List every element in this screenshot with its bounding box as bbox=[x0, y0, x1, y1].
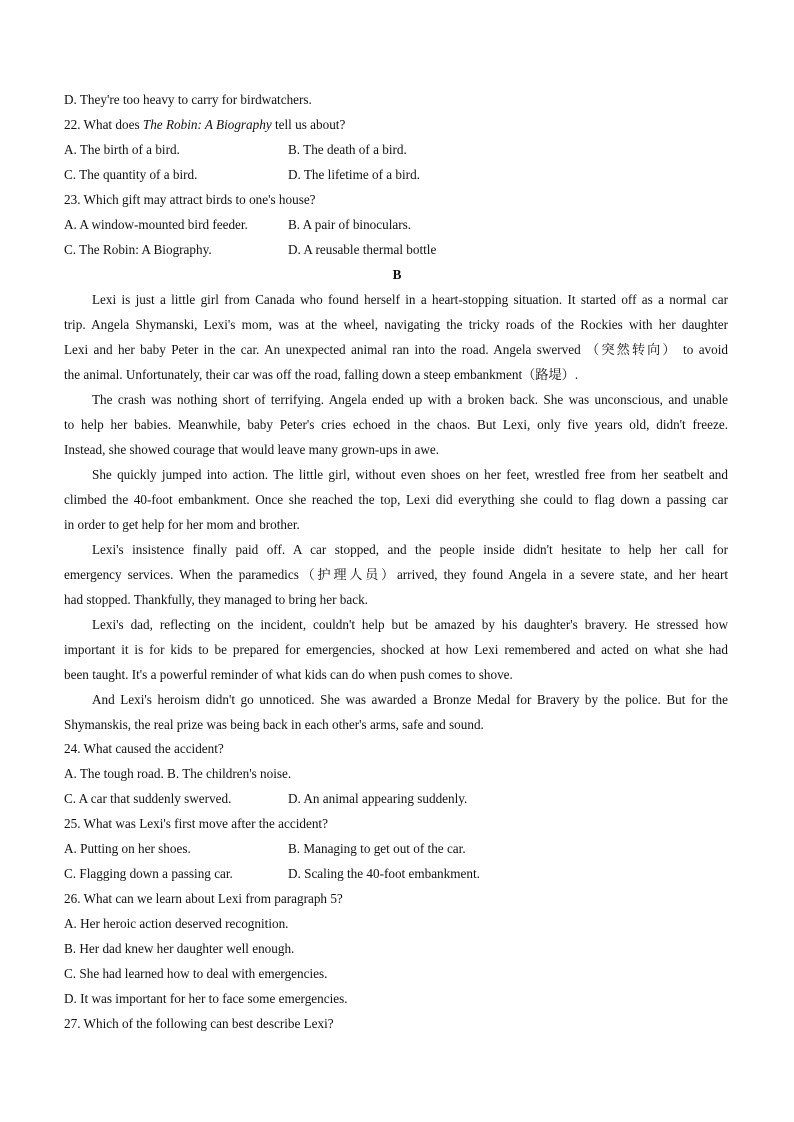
q26-option-b: B. Her dad knew her daughter well enough. bbox=[64, 941, 295, 956]
q24-option-ab: A. The tough road. B. The children's noise. bbox=[64, 766, 292, 781]
q22-option-b: B. The death of a bird. bbox=[288, 142, 407, 157]
q24-option-d: D. An animal appearing suddenly. bbox=[288, 791, 468, 806]
passage-p5-line2: important it is for kids to be prepared for emergencies, shocked at how Lexi remembered and acted on what she had bbox=[64, 642, 728, 657]
q26-question: 26. What can we learn about Lexi from paragraph 5? bbox=[64, 891, 343, 906]
q22-question-pre: 22. What does bbox=[64, 117, 143, 132]
passage-p6-line2: Shymanskis, the real prize was being back in each other's arms, safe and sound. bbox=[64, 717, 484, 732]
q26-option-c: C. She had learned how to deal with emergencies. bbox=[64, 966, 328, 981]
passage-p2-line2: to help her babies. Meanwhile, baby Peter's cries echoed in the chaos. But Lexi, only five years old, didn't freeze. bbox=[64, 417, 728, 432]
passage-p4-line3: had stopped. Thankfully, they managed to bring her back. bbox=[64, 592, 368, 607]
passage-p5-line3: been taught. It's a powerful reminder of what kids can do when push comes to shove. bbox=[64, 667, 513, 682]
q26-option-d: D. It was important for her to face some emergencies. bbox=[64, 991, 348, 1006]
passage-p2-line3: Instead, she showed courage that would leave many grown-ups in awe. bbox=[64, 442, 440, 457]
passage-p3-line2: climbed the 40-foot embankment. Once she reached the top, Lexi did everything she could to flag down a passing car bbox=[64, 492, 728, 507]
passage-p6-line1: And Lexi's heroism didn't go unnoticed. She was awarded a Bronze Medal for Bravery by the police. But for the bbox=[92, 692, 728, 707]
q22-question bbox=[64, 117, 345, 133]
q23-option-c: C. The Robin: A Biography. bbox=[64, 242, 212, 257]
q26-option-a: A. Her heroic action deserved recognition. bbox=[64, 916, 289, 931]
section-b-title: B bbox=[392, 267, 402, 282]
q23-option-a: A. A window-mounted bird feeder. bbox=[64, 217, 248, 232]
passage-p5-line1: Lexi's dad, reflecting on the incident, couldn't help but be amazed by his daughter's bravery. He stressed how bbox=[92, 617, 728, 632]
q25-question: 25. What was Lexi's first move after the accident? bbox=[64, 816, 328, 831]
q21-option-d: D. They're too heavy to carry for birdwatchers. bbox=[64, 92, 312, 107]
q23-question: 23. Which gift may attract birds to one's house? bbox=[64, 192, 316, 207]
passage-p3-line1: She quickly jumped into action. The little girl, without even shoes on her feet, wrestled free from her seatbelt and bbox=[92, 467, 728, 482]
passage-p2-line1: The crash was nothing short of terrifying. Angela ended up with a broken back. She was unconscious, and unable bbox=[92, 392, 728, 407]
passage-p1-line3: Lexi and her baby Peter in the car. An unexpected animal ran into the road. Angela swerved （突然转向） to avoid bbox=[64, 342, 728, 357]
q24-option-c: C. A car that suddenly swerved. bbox=[64, 791, 232, 806]
passage-p4-line2: emergency services. When the paramedics（护理人员）arrived, they found Angela in a severe state, and her heart bbox=[64, 567, 728, 582]
q22-question-post: tell us about? bbox=[271, 117, 346, 132]
passage-p4-line1: Lexi's insistence finally paid off. A car stopped, and the people inside didn't hesitate to help her call for bbox=[92, 542, 728, 557]
q22-question-title: The Robin: A Biography bbox=[142, 117, 272, 132]
q22-option-a: A. The birth of a bird. bbox=[64, 142, 180, 157]
q23-option-b: B. A pair of binoculars. bbox=[288, 217, 412, 232]
q27-question: 27. Which of the following can best describe Lexi? bbox=[64, 1016, 334, 1031]
q25-option-a: A. Putting on her shoes. bbox=[64, 841, 191, 856]
q25-option-c: C. Flagging down a passing car. bbox=[64, 866, 233, 881]
passage-p3-line3: in order to get help for her mom and brother. bbox=[64, 517, 300, 532]
q25-option-d: D. Scaling the 40-foot embankment. bbox=[288, 866, 480, 881]
q22-option-c: C. The quantity of a bird. bbox=[64, 167, 198, 182]
passage-p1-line2: trip. Angela Shymanski, Lexi's mom, was at the wheel, navigating the tricky roads of the Rockies with her daughter bbox=[64, 317, 728, 332]
q23-option-d: D. A reusable thermal bottle bbox=[288, 242, 437, 257]
q22-option-d: D. The lifetime of a bird. bbox=[288, 167, 420, 182]
passage-p1-line4: the animal. Unfortunately, their car was off the road, falling down a steep embankment（路堤）. bbox=[64, 367, 579, 382]
q24-question: 24. What caused the accident? bbox=[64, 741, 224, 756]
passage-p1-line1: Lexi is just a little girl from Canada who found herself in a heart-stopping situation. It started off as a normal car bbox=[92, 292, 728, 307]
q25-option-b: B. Managing to get out of the car. bbox=[288, 841, 466, 856]
